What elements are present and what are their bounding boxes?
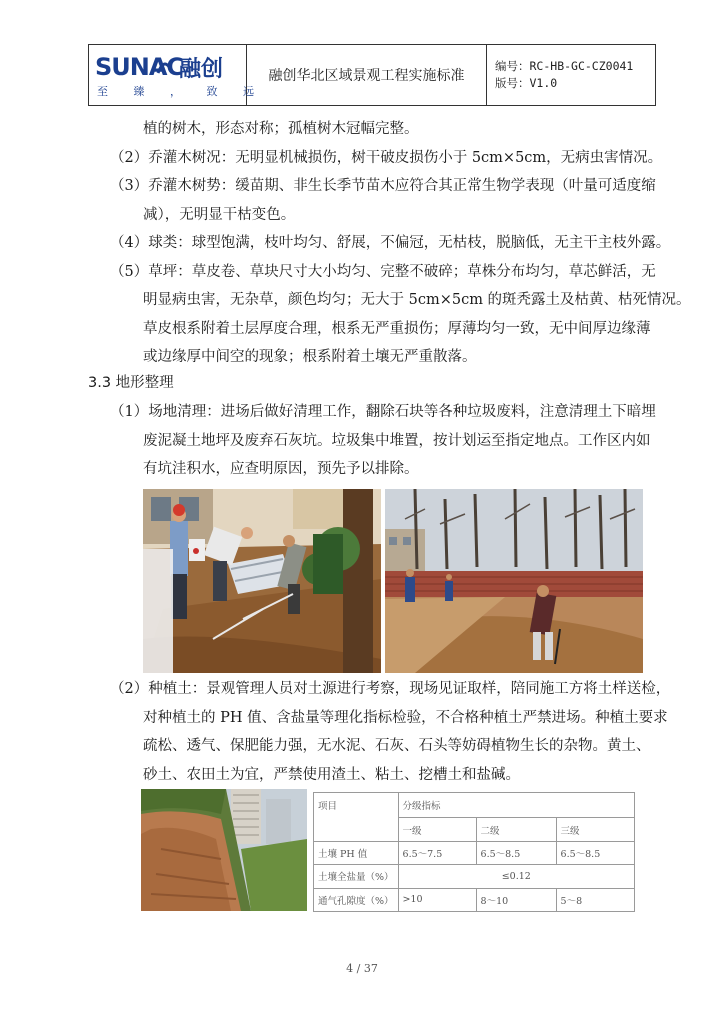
- text-line: （2）乔灌木树况：无明显机械损伤，树干破皮损伤小于 5cm×5cm，无病虫害情况。: [110, 149, 663, 166]
- text-line: 草皮根系附着土层厚度合理，根系无严重损伤；厚薄均匀一致，无中间厚边缘薄: [143, 320, 651, 337]
- text-line: （5）草坪：草皮卷、草块尺寸大小均匀、完整不破碎；草株分布均匀，草芯鲜活，无: [110, 263, 656, 280]
- table-row: [314, 865, 635, 888]
- document-header: [88, 44, 656, 106]
- document-meta: [487, 45, 655, 105]
- text-line: 或边缘厚中间空的现象；根系附着土壤无严重散落。: [143, 349, 477, 365]
- table-cell: 土壤 PH 值: [314, 841, 399, 864]
- item-tree-vigor: [110, 172, 666, 229]
- table-header-cell: 分级指标: [398, 793, 634, 818]
- logo-arc-icon: [156, 57, 174, 75]
- photo-soil-slope: [141, 789, 307, 911]
- table-header-cell: 二级: [476, 818, 556, 841]
- table-header-cell: 三级: [556, 818, 634, 841]
- logo-slogan: 至 臻 ， 致 远: [97, 85, 265, 98]
- item-planting-soil: [110, 675, 671, 789]
- section-heading: 3.3 地形整理: [88, 375, 174, 391]
- doc-number: 编号：RC-HB-GC-CZ0041: [495, 59, 634, 73]
- text-line: 对种植土的 PH 值、含盐量等理化指标检验，不合格种植土严禁进场。种植土要求: [143, 709, 668, 726]
- table-header-cell: 一级: [398, 818, 476, 841]
- table-cell: 8～10: [476, 888, 556, 911]
- page-number: 4 / 37: [346, 962, 378, 975]
- text-line: 砂土、农田土为宜，严禁使用渣土、粘土、挖槽土和盐碱。: [143, 766, 520, 783]
- text-line: 废泥凝土地坪及废弃石灰坑。垃圾集中堆置，按计划运至指定地点。工作区内如: [143, 432, 651, 449]
- table-cell: 通气孔隙度（%）: [314, 888, 399, 911]
- table-cell: ≤0.12: [398, 865, 634, 888]
- item-tree-condition: [110, 144, 666, 173]
- text-line: （2）种植土：景观管理人员对土源进行考察，现场见证取样，陪同施工方将土样送检，: [110, 681, 671, 697]
- item-site-clearing: [110, 398, 666, 484]
- text-line: （4）球类：球型饱满，枝叶均匀、舒展，不偏冠，无枯枝，脱脑低，无主干主枝外露。: [110, 235, 671, 251]
- logo-chinese-text: 融创: [179, 57, 224, 82]
- text-line: 明显病虫害，无杂草，颜色均匀；无大于 5cm×5cm 的斑秃露土及枯黄、枯死情况。: [143, 292, 691, 308]
- text-line: （1）场地清理：进场后做好清理工作，翻除石块等各种垃圾废料，注意清理土下暗埋: [110, 404, 656, 420]
- table-cell: 6.5～8.5: [556, 841, 634, 864]
- item-ball-shrubs: [110, 229, 671, 258]
- photo-site-clearing: [385, 489, 643, 673]
- table-header-cell: 项目: [314, 793, 399, 842]
- table-cell: >10: [398, 888, 476, 911]
- logo-sunac-text: SUNAC: [95, 53, 184, 81]
- item-lawn: [110, 258, 691, 372]
- table-row: [314, 888, 635, 911]
- text-line: （3）乔灌木树势：缓苗期、非生长季节苗木应符合其正常生物学表现（叶量可适度缩: [110, 178, 656, 194]
- soil-grading-table: [313, 792, 635, 912]
- paragraph-continued: [110, 115, 666, 144]
- table-cell: 6.5～7.5: [398, 841, 476, 864]
- table-cell: 土壤全盐量（%）: [314, 865, 399, 888]
- table-row: [314, 841, 635, 864]
- text-line: 减），无明显干枯变色。: [143, 206, 296, 223]
- table-header-row: [314, 793, 635, 818]
- document-title: 融创华北区域景观工程实施标准: [247, 45, 487, 105]
- doc-version: 版号：V1.0: [495, 76, 558, 90]
- text-line: 有坑洼积水，应查明原因，预先予以排除。: [143, 461, 419, 477]
- photo-site-workers: [143, 489, 381, 673]
- text-line: 植的树木，形态对称；孤植树木冠幅完整。: [143, 121, 419, 137]
- company-logo: [89, 45, 265, 105]
- text-line: 疏松、透气、保肥能力强，无水泥、石灰、石头等妨碍植物生长的杂物。黄土、: [143, 738, 651, 754]
- table-cell: 5～8: [556, 888, 634, 911]
- table-cell: 6.5～8.5: [476, 841, 556, 864]
